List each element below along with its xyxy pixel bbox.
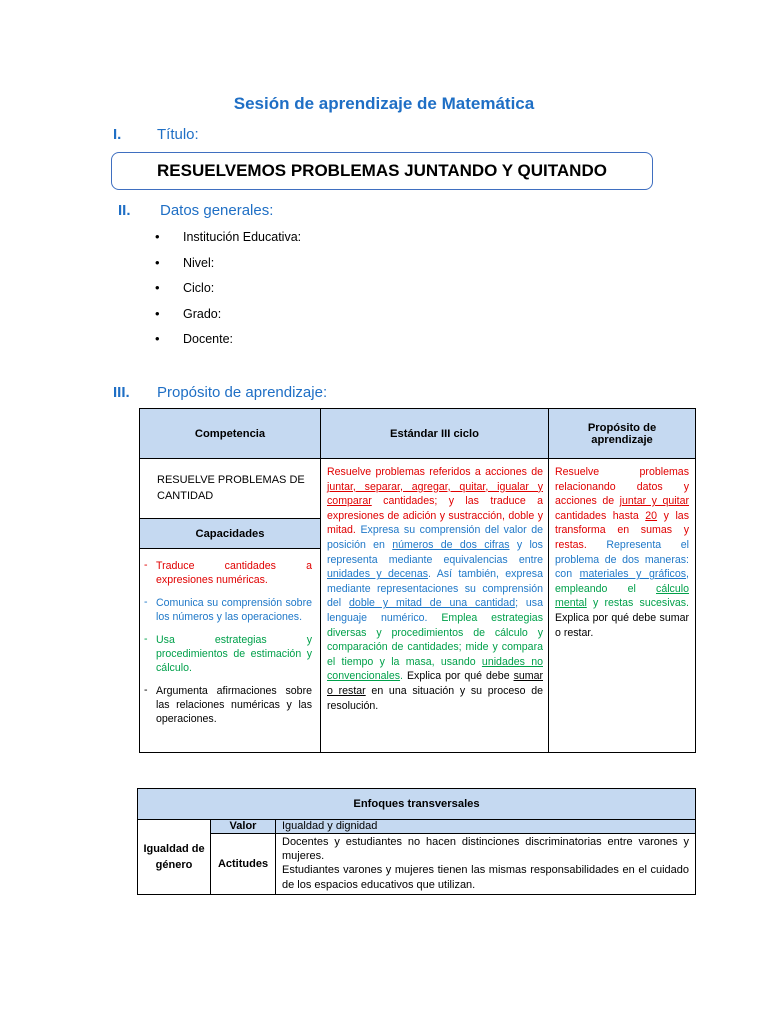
estandar-cell: Resuelve problemas referidos a acciones de juntar, separar, agregar, quitar, igualar y comparar cantidades; y las traduce a expresiones de adición y sustracción, doble y mitad. Expresa su comprensión del valor de posición en números de dos cifras y los representa mediante equivalencias entre unidades y decenas. Así también, expresa mediante representaciones su comprensión del doble y mitad de una cantidad; usa lenguaje numérico. Emplea estrategias diversas y procedimientos de cálculo y comparación de cantidades; mide y compara el tiempo y la masa, usando unidades no convencionales. Explica por qué debe sumar o restar en una situación y su proceso de resolución. (321, 459, 549, 753)
bullet-icon: • (155, 229, 160, 244)
section-number: III. (113, 384, 130, 401)
list-item: • Nivel: (155, 254, 215, 270)
header-proposito: Propósito de aprendizaje (549, 409, 696, 459)
header-estandar: Estándar III ciclo (321, 409, 549, 459)
bullet-icon: • (155, 254, 160, 270)
dash-icon: - (144, 596, 148, 608)
bullet-icon: • (155, 280, 160, 296)
bullet-icon: • (155, 305, 160, 321)
actitud-item: Estudiantes varones y mujeres tienen las mismas responsabilidades en el cuidado de los espacios educativos que utilizan. (282, 864, 690, 891)
proposito-table (139, 408, 696, 753)
session-title-box: RESUELVEMOS PROBLEMAS JUNTANDO Y QUITANDO (111, 152, 653, 190)
document-title: Sesión de aprendizaje de Matemática (233, 94, 535, 113)
section-number: I. (113, 126, 122, 143)
actitudes-cell (276, 834, 696, 895)
proposito-cell: Resuelve problemas relacionando datos y acciones de juntar y quitar cantidades hasta 20 y las transforma en sumas y restas. Representa el problema de dos maneras: con materiales y gráficos, empleando el cálculo mental y restas sucesivas. Explica por qué debe sumar o restar. (549, 459, 696, 753)
section-number: II. (118, 202, 131, 219)
capacidades-header: Capacidades (140, 519, 320, 549)
list-item: • Docente: (155, 331, 234, 347)
section-titulo-heading (113, 126, 199, 143)
dash-icon: - (144, 684, 148, 696)
list-item: - Traduce cantidades a expresiones numéricas. (144, 559, 312, 586)
section-label: Título: (157, 126, 199, 143)
dash-icon: - (144, 559, 148, 571)
header-competencia: Competencia (140, 409, 321, 459)
actitudes-label: Actitudes (211, 834, 276, 895)
section-proposito-heading (113, 384, 327, 401)
actitud-item: Docentes y estudiantes no hacen distinciones discriminatorias entre varones y mujeres. (282, 836, 690, 863)
list-item: - Comunica su comprensión sobre los números y las operaciones. (144, 596, 312, 623)
section-label: Propósito de aprendizaje: (157, 384, 328, 401)
datos-generales-list (155, 230, 301, 358)
valor-label: Valor (211, 820, 276, 834)
enfoques-title: Enfoques transversales (138, 789, 696, 820)
section-datos-heading (118, 202, 273, 219)
list-item: • Institución Educativa: (155, 229, 302, 244)
list-item: - Usa estrategias y procedimientos de estimación y cálculo. (144, 633, 312, 674)
capacidades-list (140, 549, 320, 726)
enfoque-name: Igualdad de género (138, 820, 211, 895)
list-item: • Grado: (155, 305, 222, 321)
dash-icon: - (144, 633, 148, 645)
competencia-cell (140, 459, 321, 753)
section-label: Datos generales: (160, 202, 274, 219)
list-item: • Ciclo: (155, 280, 215, 296)
competencia-value: RESUELVE PROBLEMAS DE CANTIDAD (140, 459, 320, 519)
enfoques-table (137, 788, 696, 895)
list-item: - Argumenta afirmaciones sobre las relaciones numéricas y las operaciones. (144, 684, 312, 725)
valor-value: Igualdad y dignidad (276, 820, 696, 834)
bullet-icon: • (155, 331, 160, 347)
